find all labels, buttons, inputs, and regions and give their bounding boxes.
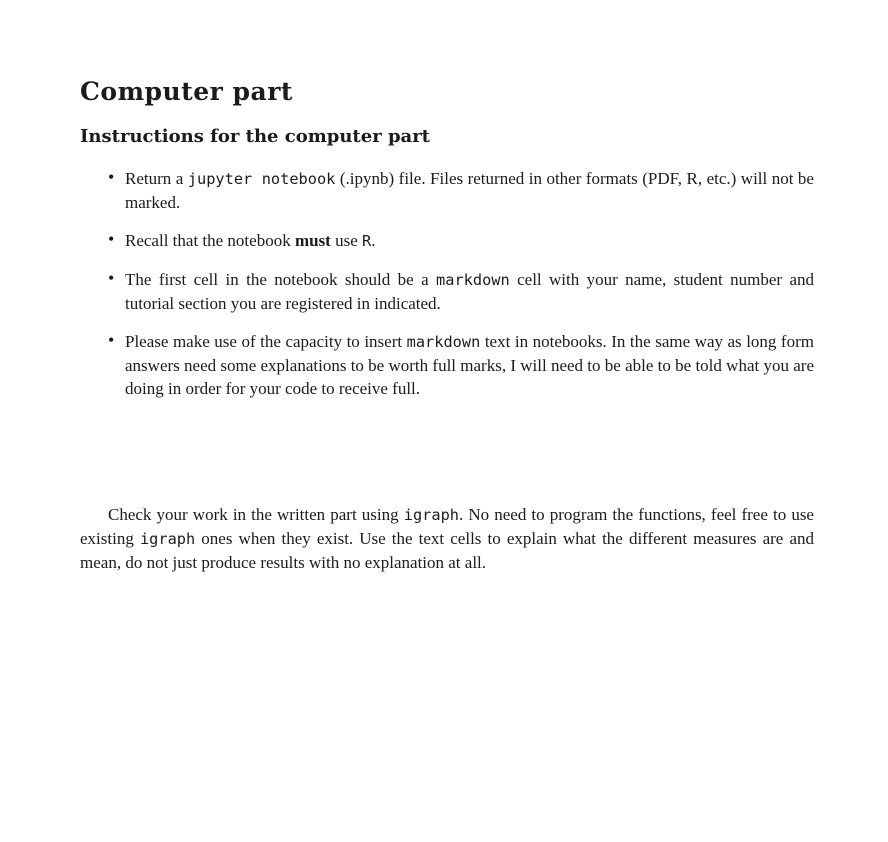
bullet-item-text: Please make use of the capacity to insert markdown text in notebooks. In the same way as long form answers need some explanations to be worth full marks, I will need to be able to be told what you are doing in order for your code to receive full.: [125, 332, 814, 398]
page-title: Computer part: [80, 77, 293, 106]
vertical-gap: [80, 415, 814, 503]
bullet-list: [80, 167, 814, 400]
bullet-item-text: Recall that the notebook must use R.: [125, 231, 376, 250]
bullet-item: [80, 330, 814, 400]
section-heading: Instructions for the computer part: [80, 126, 430, 147]
bullet-marker-icon: •: [108, 167, 115, 187]
bullet-marker-icon: •: [108, 330, 115, 350]
bullet-item: [80, 229, 814, 253]
bullet-item-text: Return a jupyter notebook (.ipynb) file. Files returned in other formats (PDF, R, etc.) will not be marked.: [125, 169, 814, 212]
bullet-marker-icon: •: [108, 229, 115, 249]
bullet-item: [80, 167, 814, 214]
bullet-marker-icon: •: [108, 268, 115, 288]
bullet-item: [80, 268, 814, 315]
closing-paragraph: Check your work in the written part using igraph. No need to program the functions, feel free to use existing igraph ones when they exist. Use the text cells to explain what the different measures are and mean, do not just produce results with no explanation at all.: [80, 505, 814, 572]
bullet-item-text: The first cell in the notebook should be a markdown cell with your name, student number and tutorial section you are registered in indicated.: [125, 270, 814, 313]
